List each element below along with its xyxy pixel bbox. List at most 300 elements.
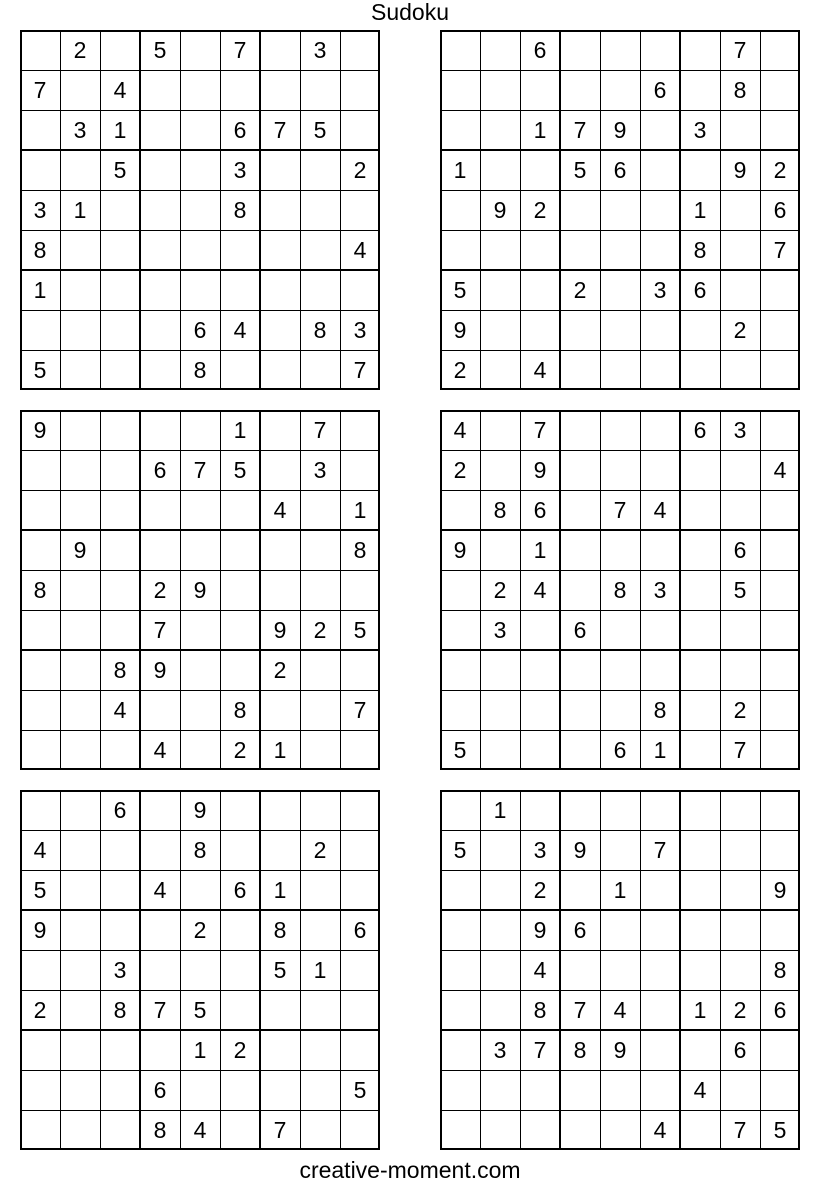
sudoku-cell[interactable]: 5 bbox=[313, 116, 327, 143]
sudoku-cell[interactable] bbox=[560, 690, 600, 730]
sudoku-cell[interactable] bbox=[220, 570, 260, 610]
sudoku-cell[interactable] bbox=[180, 270, 220, 310]
sudoku-cell[interactable]: 1 bbox=[273, 876, 287, 903]
sudoku-cell[interactable]: 2 bbox=[33, 996, 47, 1023]
sudoku-cell[interactable]: 4 bbox=[653, 1116, 667, 1143]
sudoku-cell[interactable] bbox=[340, 190, 380, 230]
sudoku-cell[interactable] bbox=[60, 310, 100, 350]
sudoku-cell[interactable]: 7 bbox=[733, 36, 747, 63]
sudoku-cell[interactable] bbox=[680, 730, 720, 770]
sudoku-cell[interactable] bbox=[300, 990, 340, 1030]
sudoku-cell[interactable] bbox=[640, 150, 680, 190]
sudoku-cell[interactable] bbox=[520, 270, 560, 310]
sudoku-cell[interactable]: 2 bbox=[73, 36, 87, 63]
sudoku-cell[interactable]: 1 bbox=[233, 416, 247, 443]
sudoku-cell[interactable] bbox=[680, 70, 720, 110]
sudoku-cell[interactable] bbox=[440, 690, 480, 730]
sudoku-cell[interactable] bbox=[520, 310, 560, 350]
sudoku-cell[interactable]: 2 bbox=[453, 456, 467, 483]
sudoku-cell[interactable]: 9 bbox=[453, 536, 467, 563]
sudoku-cell[interactable]: 1 bbox=[533, 116, 547, 143]
sudoku-cell[interactable] bbox=[100, 410, 140, 450]
sudoku-cell[interactable] bbox=[340, 110, 380, 150]
sudoku-cell[interactable]: 8 bbox=[233, 196, 247, 223]
sudoku-cell[interactable] bbox=[440, 990, 480, 1030]
sudoku-cell[interactable] bbox=[640, 870, 680, 910]
sudoku-cell[interactable]: 4 bbox=[533, 356, 547, 383]
sudoku-cell[interactable] bbox=[100, 570, 140, 610]
sudoku-cell[interactable] bbox=[600, 1110, 640, 1150]
sudoku-cell[interactable] bbox=[440, 870, 480, 910]
sudoku-cell[interactable] bbox=[720, 350, 760, 390]
sudoku-cell[interactable] bbox=[60, 950, 100, 990]
sudoku-cell[interactable] bbox=[340, 270, 380, 310]
sudoku-cell[interactable] bbox=[60, 870, 100, 910]
sudoku-cell[interactable] bbox=[180, 150, 220, 190]
sudoku-cell[interactable]: 7 bbox=[353, 696, 367, 723]
sudoku-cell[interactable]: 9 bbox=[773, 876, 787, 903]
sudoku-cell[interactable] bbox=[180, 30, 220, 70]
sudoku-cell[interactable] bbox=[300, 70, 340, 110]
sudoku-cell[interactable] bbox=[100, 350, 140, 390]
sudoku-cell[interactable]: 4 bbox=[533, 576, 547, 603]
sudoku-cell[interactable]: 7 bbox=[153, 616, 167, 643]
sudoku-cell[interactable] bbox=[520, 730, 560, 770]
sudoku-cell[interactable]: 2 bbox=[733, 696, 747, 723]
sudoku-cell[interactable] bbox=[600, 690, 640, 730]
sudoku-cell[interactable] bbox=[20, 1070, 60, 1110]
sudoku-cell[interactable] bbox=[300, 270, 340, 310]
sudoku-cell[interactable] bbox=[520, 230, 560, 270]
sudoku-cell[interactable]: 9 bbox=[493, 196, 507, 223]
sudoku-cell[interactable] bbox=[600, 610, 640, 650]
sudoku-cell[interactable] bbox=[180, 70, 220, 110]
sudoku-cell[interactable] bbox=[260, 230, 300, 270]
sudoku-cell[interactable]: 4 bbox=[533, 956, 547, 983]
sudoku-cell[interactable]: 2 bbox=[573, 276, 587, 303]
sudoku-cell[interactable]: 8 bbox=[113, 656, 127, 683]
sudoku-cell[interactable] bbox=[560, 230, 600, 270]
sudoku-cell[interactable] bbox=[260, 990, 300, 1030]
sudoku-cell[interactable] bbox=[600, 310, 640, 350]
sudoku-cell[interactable] bbox=[220, 950, 260, 990]
sudoku-cell[interactable] bbox=[180, 530, 220, 570]
sudoku-cell[interactable] bbox=[760, 70, 800, 110]
sudoku-cell[interactable] bbox=[140, 410, 180, 450]
sudoku-cell[interactable] bbox=[680, 1030, 720, 1070]
sudoku-cell[interactable] bbox=[100, 270, 140, 310]
sudoku-cell[interactable] bbox=[300, 650, 340, 690]
sudoku-cell[interactable] bbox=[600, 190, 640, 230]
sudoku-cell[interactable] bbox=[60, 730, 100, 770]
sudoku-cell[interactable] bbox=[340, 570, 380, 610]
sudoku-cell[interactable]: 6 bbox=[113, 796, 127, 823]
sudoku-cell[interactable] bbox=[480, 230, 520, 270]
sudoku-cell[interactable]: 8 bbox=[193, 836, 207, 863]
sudoku-cell[interactable] bbox=[480, 70, 520, 110]
sudoku-cell[interactable] bbox=[260, 310, 300, 350]
sudoku-cell[interactable]: 7 bbox=[33, 76, 47, 103]
sudoku-cell[interactable]: 6 bbox=[693, 276, 707, 303]
sudoku-cell[interactable] bbox=[260, 570, 300, 610]
sudoku-cell[interactable] bbox=[180, 110, 220, 150]
sudoku-cell[interactable]: 1 bbox=[193, 1036, 207, 1063]
sudoku-cell[interactable] bbox=[20, 690, 60, 730]
sudoku-cell[interactable]: 4 bbox=[153, 876, 167, 903]
sudoku-cell[interactable] bbox=[60, 1030, 100, 1070]
sudoku-cell[interactable]: 6 bbox=[613, 736, 627, 763]
sudoku-cell[interactable] bbox=[640, 610, 680, 650]
sudoku-cell[interactable] bbox=[60, 610, 100, 650]
sudoku-cell[interactable] bbox=[760, 610, 800, 650]
sudoku-cell[interactable]: 5 bbox=[273, 956, 287, 983]
sudoku-cell[interactable] bbox=[480, 870, 520, 910]
sudoku-cell[interactable]: 3 bbox=[73, 116, 87, 143]
sudoku-cell[interactable] bbox=[60, 230, 100, 270]
sudoku-cell[interactable] bbox=[20, 310, 60, 350]
sudoku-cell[interactable]: 8 bbox=[153, 1116, 167, 1143]
sudoku-cell[interactable] bbox=[640, 650, 680, 690]
sudoku-cell[interactable] bbox=[340, 870, 380, 910]
sudoku-cell[interactable]: 9 bbox=[33, 416, 47, 443]
sudoku-cell[interactable] bbox=[140, 70, 180, 110]
sudoku-cell[interactable] bbox=[140, 830, 180, 870]
sudoku-cell[interactable] bbox=[440, 110, 480, 150]
sudoku-cell[interactable] bbox=[640, 190, 680, 230]
sudoku-cell[interactable] bbox=[100, 530, 140, 570]
sudoku-cell[interactable] bbox=[60, 490, 100, 530]
sudoku-cell[interactable]: 4 bbox=[273, 496, 287, 523]
sudoku-cell[interactable] bbox=[560, 950, 600, 990]
sudoku-cell[interactable] bbox=[760, 270, 800, 310]
sudoku-cell[interactable] bbox=[720, 490, 760, 530]
sudoku-cell[interactable] bbox=[440, 910, 480, 950]
sudoku-cell[interactable]: 8 bbox=[33, 236, 47, 263]
sudoku-cell[interactable] bbox=[600, 30, 640, 70]
sudoku-cell[interactable] bbox=[720, 870, 760, 910]
sudoku-cell[interactable] bbox=[60, 990, 100, 1030]
sudoku-cell[interactable] bbox=[680, 1110, 720, 1150]
sudoku-cell[interactable] bbox=[560, 310, 600, 350]
sudoku-cell[interactable] bbox=[220, 350, 260, 390]
sudoku-cell[interactable] bbox=[260, 270, 300, 310]
sudoku-cell[interactable] bbox=[60, 690, 100, 730]
sudoku-cell[interactable] bbox=[180, 950, 220, 990]
sudoku-cell[interactable] bbox=[20, 950, 60, 990]
sudoku-cell[interactable]: 3 bbox=[653, 576, 667, 603]
sudoku-cell[interactable] bbox=[680, 910, 720, 950]
sudoku-cell[interactable] bbox=[60, 790, 100, 830]
sudoku-cell[interactable] bbox=[60, 650, 100, 690]
sudoku-cell[interactable] bbox=[600, 530, 640, 570]
sudoku-cell[interactable]: 3 bbox=[313, 36, 327, 63]
sudoku-cell[interactable] bbox=[640, 350, 680, 390]
sudoku-cell[interactable] bbox=[640, 990, 680, 1030]
sudoku-cell[interactable]: 5 bbox=[453, 836, 467, 863]
sudoku-cell[interactable] bbox=[300, 230, 340, 270]
sudoku-cell[interactable] bbox=[760, 730, 800, 770]
sudoku-cell[interactable] bbox=[340, 650, 380, 690]
sudoku-cell[interactable] bbox=[640, 1070, 680, 1110]
sudoku-cell[interactable]: 3 bbox=[33, 196, 47, 223]
sudoku-cell[interactable] bbox=[340, 730, 380, 770]
sudoku-cell[interactable]: 9 bbox=[193, 576, 207, 603]
sudoku-cell[interactable] bbox=[180, 1070, 220, 1110]
sudoku-cell[interactable]: 8 bbox=[193, 356, 207, 383]
sudoku-cell[interactable] bbox=[600, 790, 640, 830]
sudoku-cell[interactable]: 5 bbox=[353, 1076, 367, 1103]
sudoku-cell[interactable]: 1 bbox=[33, 276, 47, 303]
sudoku-cell[interactable] bbox=[760, 30, 800, 70]
sudoku-cell[interactable] bbox=[300, 530, 340, 570]
sudoku-cell[interactable] bbox=[600, 230, 640, 270]
sudoku-cell[interactable] bbox=[480, 730, 520, 770]
sudoku-cell[interactable] bbox=[680, 650, 720, 690]
sudoku-cell[interactable]: 6 bbox=[153, 456, 167, 483]
sudoku-cell[interactable] bbox=[20, 1030, 60, 1070]
sudoku-cell[interactable]: 7 bbox=[773, 236, 787, 263]
sudoku-cell[interactable]: 7 bbox=[573, 996, 587, 1023]
sudoku-cell[interactable]: 7 bbox=[193, 456, 207, 483]
sudoku-cell[interactable] bbox=[300, 730, 340, 770]
sudoku-cell[interactable] bbox=[520, 610, 560, 650]
sudoku-cell[interactable] bbox=[480, 1070, 520, 1110]
sudoku-cell[interactable]: 5 bbox=[733, 576, 747, 603]
sudoku-cell[interactable] bbox=[440, 790, 480, 830]
sudoku-cell[interactable] bbox=[260, 1030, 300, 1070]
sudoku-cell[interactable] bbox=[440, 1070, 480, 1110]
sudoku-cell[interactable]: 6 bbox=[693, 416, 707, 443]
sudoku-cell[interactable]: 1 bbox=[113, 116, 127, 143]
sudoku-cell[interactable] bbox=[140, 490, 180, 530]
sudoku-cell[interactable] bbox=[100, 30, 140, 70]
sudoku-cell[interactable]: 9 bbox=[613, 1036, 627, 1063]
sudoku-cell[interactable] bbox=[140, 270, 180, 310]
sudoku-cell[interactable] bbox=[480, 30, 520, 70]
sudoku-cell[interactable] bbox=[140, 150, 180, 190]
sudoku-cell[interactable]: 1 bbox=[693, 996, 707, 1023]
sudoku-cell[interactable] bbox=[520, 1110, 560, 1150]
sudoku-cell[interactable]: 5 bbox=[33, 876, 47, 903]
sudoku-cell[interactable] bbox=[760, 350, 800, 390]
sudoku-cell[interactable] bbox=[600, 450, 640, 490]
sudoku-cell[interactable] bbox=[300, 1070, 340, 1110]
sudoku-cell[interactable] bbox=[760, 1070, 800, 1110]
sudoku-cell[interactable] bbox=[220, 490, 260, 530]
sudoku-cell[interactable] bbox=[640, 230, 680, 270]
sudoku-cell[interactable] bbox=[300, 190, 340, 230]
sudoku-cell[interactable]: 7 bbox=[653, 836, 667, 863]
sudoku-cell[interactable]: 6 bbox=[573, 616, 587, 643]
sudoku-cell[interactable] bbox=[600, 1070, 640, 1110]
sudoku-cell[interactable] bbox=[760, 650, 800, 690]
sudoku-cell[interactable] bbox=[600, 410, 640, 450]
sudoku-cell[interactable] bbox=[520, 650, 560, 690]
sudoku-cell[interactable] bbox=[180, 610, 220, 650]
sudoku-cell[interactable] bbox=[560, 650, 600, 690]
sudoku-cell[interactable] bbox=[760, 310, 800, 350]
sudoku-cell[interactable]: 5 bbox=[773, 1116, 787, 1143]
sudoku-cell[interactable] bbox=[100, 870, 140, 910]
sudoku-cell[interactable]: 9 bbox=[33, 916, 47, 943]
sudoku-cell[interactable] bbox=[440, 190, 480, 230]
sudoku-cell[interactable] bbox=[100, 450, 140, 490]
sudoku-cell[interactable] bbox=[140, 530, 180, 570]
sudoku-cell[interactable]: 2 bbox=[533, 876, 547, 903]
sudoku-cell[interactable] bbox=[140, 230, 180, 270]
sudoku-cell[interactable] bbox=[140, 190, 180, 230]
sudoku-cell[interactable] bbox=[760, 110, 800, 150]
sudoku-cell[interactable] bbox=[560, 450, 600, 490]
sudoku-cell[interactable] bbox=[680, 870, 720, 910]
sudoku-cell[interactable]: 8 bbox=[533, 996, 547, 1023]
sudoku-cell[interactable]: 4 bbox=[193, 1116, 207, 1143]
sudoku-cell[interactable]: 7 bbox=[273, 116, 287, 143]
sudoku-cell[interactable] bbox=[60, 270, 100, 310]
sudoku-cell[interactable]: 6 bbox=[573, 916, 587, 943]
sudoku-cell[interactable]: 2 bbox=[273, 656, 287, 683]
sudoku-cell[interactable] bbox=[140, 350, 180, 390]
sudoku-cell[interactable] bbox=[560, 730, 600, 770]
sudoku-cell[interactable] bbox=[680, 830, 720, 870]
sudoku-cell[interactable] bbox=[680, 570, 720, 610]
sudoku-cell[interactable] bbox=[140, 690, 180, 730]
sudoku-cell[interactable] bbox=[680, 790, 720, 830]
sudoku-cell[interactable] bbox=[180, 690, 220, 730]
sudoku-cell[interactable] bbox=[680, 610, 720, 650]
sudoku-cell[interactable]: 8 bbox=[613, 576, 627, 603]
sudoku-cell[interactable] bbox=[760, 830, 800, 870]
sudoku-cell[interactable]: 5 bbox=[353, 616, 367, 643]
sudoku-cell[interactable] bbox=[720, 1070, 760, 1110]
sudoku-cell[interactable]: 2 bbox=[313, 616, 327, 643]
sudoku-cell[interactable] bbox=[640, 110, 680, 150]
sudoku-cell[interactable]: 2 bbox=[493, 576, 507, 603]
sudoku-cell[interactable]: 2 bbox=[233, 1036, 247, 1063]
sudoku-cell[interactable] bbox=[720, 190, 760, 230]
sudoku-cell[interactable]: 4 bbox=[353, 236, 367, 263]
sudoku-cell[interactable] bbox=[20, 790, 60, 830]
sudoku-cell[interactable] bbox=[680, 150, 720, 190]
sudoku-cell[interactable] bbox=[480, 270, 520, 310]
sudoku-cell[interactable]: 3 bbox=[533, 836, 547, 863]
sudoku-cell[interactable] bbox=[560, 70, 600, 110]
sudoku-cell[interactable] bbox=[60, 150, 100, 190]
sudoku-cell[interactable]: 2 bbox=[533, 196, 547, 223]
sudoku-cell[interactable] bbox=[300, 1030, 340, 1070]
sudoku-cell[interactable] bbox=[640, 410, 680, 450]
sudoku-cell[interactable] bbox=[480, 530, 520, 570]
sudoku-cell[interactable] bbox=[720, 450, 760, 490]
sudoku-cell[interactable] bbox=[100, 910, 140, 950]
sudoku-cell[interactable]: 8 bbox=[653, 696, 667, 723]
sudoku-cell[interactable]: 7 bbox=[273, 1116, 287, 1143]
sudoku-cell[interactable] bbox=[520, 790, 560, 830]
sudoku-cell[interactable] bbox=[440, 70, 480, 110]
sudoku-cell[interactable] bbox=[440, 1030, 480, 1070]
sudoku-cell[interactable] bbox=[560, 30, 600, 70]
sudoku-cell[interactable] bbox=[100, 1030, 140, 1070]
sudoku-cell[interactable]: 5 bbox=[113, 156, 127, 183]
sudoku-cell[interactable]: 1 bbox=[273, 736, 287, 763]
sudoku-cell[interactable] bbox=[220, 910, 260, 950]
sudoku-cell[interactable]: 6 bbox=[233, 116, 247, 143]
sudoku-cell[interactable] bbox=[260, 70, 300, 110]
sudoku-cell[interactable]: 9 bbox=[193, 796, 207, 823]
sudoku-cell[interactable] bbox=[680, 450, 720, 490]
sudoku-cell[interactable]: 9 bbox=[453, 316, 467, 343]
sudoku-cell[interactable]: 4 bbox=[33, 836, 47, 863]
sudoku-cell[interactable] bbox=[480, 910, 520, 950]
sudoku-cell[interactable]: 1 bbox=[613, 876, 627, 903]
sudoku-cell[interactable]: 3 bbox=[653, 276, 667, 303]
sudoku-cell[interactable] bbox=[720, 270, 760, 310]
sudoku-cell[interactable]: 7 bbox=[233, 36, 247, 63]
sudoku-cell[interactable] bbox=[260, 150, 300, 190]
sudoku-cell[interactable] bbox=[480, 830, 520, 870]
sudoku-cell[interactable]: 7 bbox=[573, 116, 587, 143]
sudoku-cell[interactable] bbox=[600, 70, 640, 110]
sudoku-cell[interactable] bbox=[480, 310, 520, 350]
sudoku-cell[interactable]: 3 bbox=[353, 316, 367, 343]
sudoku-cell[interactable]: 1 bbox=[533, 536, 547, 563]
sudoku-cell[interactable] bbox=[100, 190, 140, 230]
sudoku-cell[interactable]: 5 bbox=[233, 456, 247, 483]
sudoku-cell[interactable] bbox=[440, 650, 480, 690]
sudoku-cell[interactable] bbox=[560, 190, 600, 230]
sudoku-cell[interactable] bbox=[260, 690, 300, 730]
sudoku-cell[interactable] bbox=[480, 650, 520, 690]
sudoku-cell[interactable]: 8 bbox=[733, 76, 747, 103]
sudoku-cell[interactable]: 8 bbox=[773, 956, 787, 983]
sudoku-cell[interactable]: 1 bbox=[453, 156, 467, 183]
sudoku-cell[interactable] bbox=[480, 150, 520, 190]
sudoku-cell[interactable] bbox=[300, 570, 340, 610]
sudoku-cell[interactable] bbox=[260, 410, 300, 450]
sudoku-cell[interactable] bbox=[60, 350, 100, 390]
sudoku-cell[interactable] bbox=[720, 910, 760, 950]
sudoku-cell[interactable] bbox=[440, 1110, 480, 1150]
sudoku-cell[interactable]: 8 bbox=[273, 916, 287, 943]
sudoku-cell[interactable] bbox=[60, 1110, 100, 1150]
sudoku-cell[interactable] bbox=[440, 610, 480, 650]
sudoku-cell[interactable] bbox=[340, 950, 380, 990]
sudoku-cell[interactable] bbox=[720, 830, 760, 870]
sudoku-cell[interactable] bbox=[180, 490, 220, 530]
sudoku-cell[interactable] bbox=[440, 950, 480, 990]
sudoku-cell[interactable]: 8 bbox=[693, 236, 707, 263]
sudoku-cell[interactable] bbox=[20, 610, 60, 650]
sudoku-cell[interactable] bbox=[100, 730, 140, 770]
sudoku-cell[interactable] bbox=[140, 910, 180, 950]
sudoku-cell[interactable] bbox=[60, 570, 100, 610]
sudoku-cell[interactable] bbox=[260, 30, 300, 70]
sudoku-cell[interactable] bbox=[180, 410, 220, 450]
sudoku-cell[interactable] bbox=[760, 410, 800, 450]
sudoku-cell[interactable]: 9 bbox=[273, 616, 287, 643]
sudoku-cell[interactable]: 4 bbox=[613, 996, 627, 1023]
sudoku-cell[interactable] bbox=[300, 690, 340, 730]
sudoku-cell[interactable]: 4 bbox=[233, 316, 247, 343]
sudoku-cell[interactable]: 9 bbox=[153, 656, 167, 683]
sudoku-cell[interactable]: 7 bbox=[613, 496, 627, 523]
sudoku-cell[interactable] bbox=[600, 910, 640, 950]
sudoku-cell[interactable]: 1 bbox=[493, 796, 507, 823]
sudoku-cell[interactable] bbox=[520, 150, 560, 190]
sudoku-cell[interactable]: 7 bbox=[533, 416, 547, 443]
sudoku-cell[interactable] bbox=[640, 950, 680, 990]
sudoku-cell[interactable] bbox=[100, 490, 140, 530]
